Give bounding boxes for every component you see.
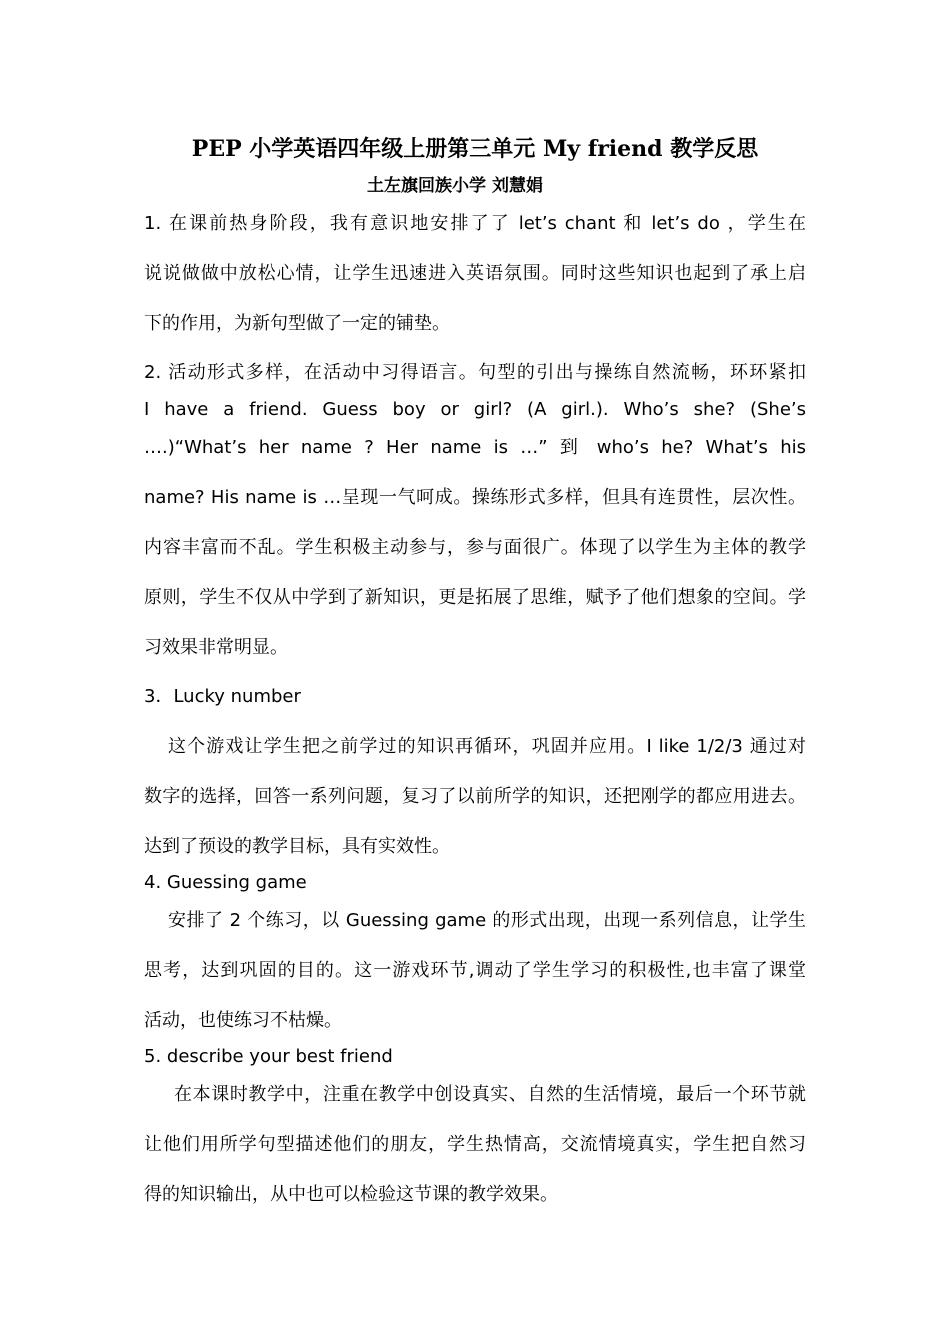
paragraph-line: 思考，达到巩固的目的。这一游戏环节,调动了学生学习的积极性,也丰富了课堂 — [144, 960, 806, 981]
paragraph-line: 让他们用所学句型描述他们的朋友，学生热情高，交流情境真实，学生把自然习 — [144, 1134, 806, 1155]
paragraph-line: 2. 活动形式多样，在活动中习得语言。句型的引出与操练自然流畅，环环紧扣 — [144, 362, 806, 383]
paragraph-line: 习效果非常明显。 — [144, 637, 288, 658]
author-line: 土左旗回族小学 刘慧娟 — [367, 176, 543, 196]
paragraph-line: I have a friend. Guess boy or girl? (A girl.). Who’s she? (She’s — [144, 399, 806, 420]
paragraph-line: 说说做做中放松心情，让学生迅速进入英语氛围。同时这些知识也起到了承上启 — [144, 263, 806, 284]
paragraph-line: 1. 在课前热身阶段，我有意识地安排了了 let’s chant 和 let’s do ，学生在 — [144, 213, 806, 234]
paragraph-line: 数字的选择，回答一系列问题，复习了以前所学的知识，还把刚学的都应用进去。 — [144, 786, 806, 807]
paragraph-line: 下的作用，为新句型做了一定的铺垫。 — [144, 313, 450, 334]
paragraph-line: name? His name is …呈现一气呵成。操练形式多样，但具有连贯性，层次性。 — [144, 487, 806, 508]
paragraph-line: 在本课时教学中，注重在教学中创设真实、自然的生活情境，最后一个环节就 — [174, 1084, 806, 1105]
paragraph-line: 达到了预设的教学目标，具有实效性。 — [144, 836, 450, 857]
paragraph-line: 安排了 2 个练习，以 Guessing game 的形式出现，出现一系列信息，让学生 — [168, 910, 806, 931]
paragraph-line: 这个游戏让学生把之前学过的知识再循环，巩固并应用。I like 1/2/3 通过对 — [168, 736, 806, 757]
section-heading: 3．Lucky number — [144, 686, 301, 707]
section-heading: 5. describe your best friend — [144, 1046, 393, 1067]
section-heading: 4. Guessing game — [144, 872, 307, 893]
paragraph-line: 活动，也使练习不枯燥。 — [144, 1010, 342, 1031]
document-title: PEP 小学英语四年级上册第三单元 My friend 教学反思 — [191, 136, 759, 162]
paragraph-line: ….)“What’s her name ? Her name is …” 到 who’s he? What’s his — [144, 437, 806, 458]
paragraph-line: 原则，学生不仅从中学到了新知识，更是拓展了思维，赋予了他们想象的空间。学 — [144, 587, 806, 608]
paragraph-line: 得的知识输出，从中也可以检验这节课的教学效果。 — [144, 1184, 558, 1205]
paragraph-line: 内容丰富而不乱。学生积极主动参与，参与面很广。体现了以学生为主体的教学 — [144, 537, 806, 558]
